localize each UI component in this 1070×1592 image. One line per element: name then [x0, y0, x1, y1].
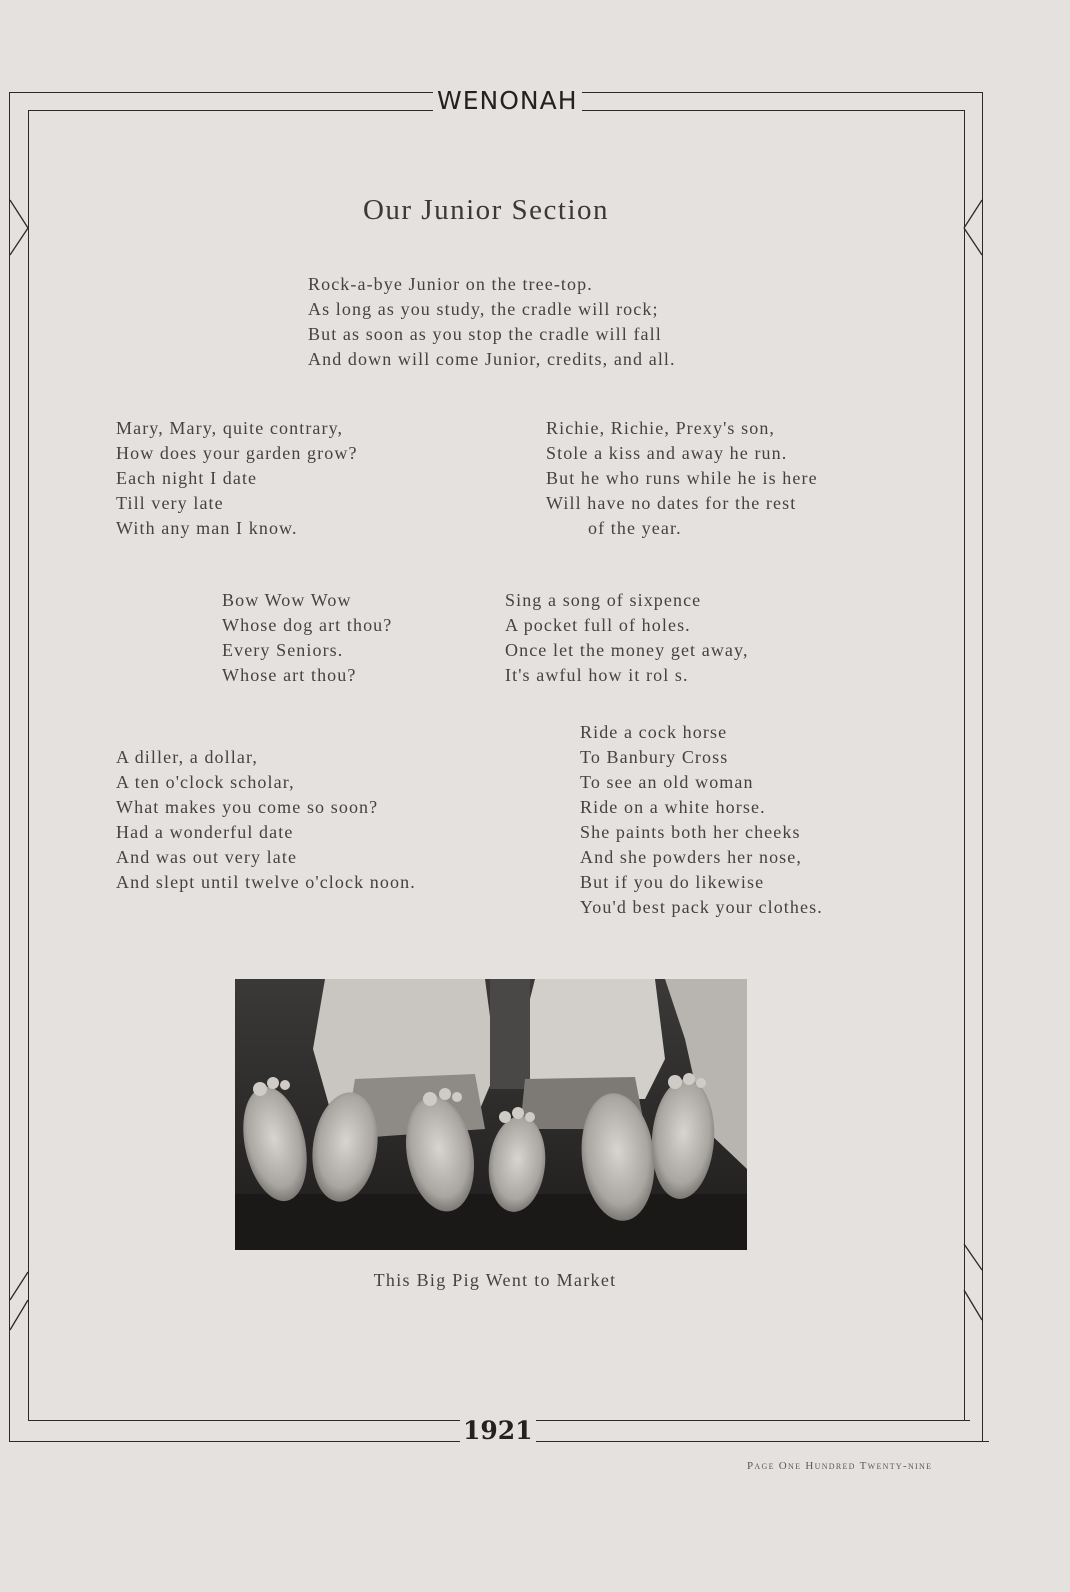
verse-line: As long as you study, the cradle will rock; [308, 299, 659, 319]
verse-line: Sing a song of sixpence [505, 590, 702, 610]
verse-richie [546, 416, 818, 541]
verse-line: A ten o'clock scholar, [116, 772, 295, 792]
verse-line: A pocket full of holes. [505, 615, 691, 635]
verse-line: Had a wonderful date [116, 822, 294, 842]
yearbook-title: WENONAH [433, 86, 582, 116]
verse-line: You'd best pack your clothes. [580, 897, 823, 917]
verse-line: To see an old woman [580, 772, 754, 792]
verse-line: Mary, Mary, quite contrary, [116, 418, 344, 438]
verse-line: Ride a cock horse [580, 722, 728, 742]
verse-line: of the year. [588, 518, 682, 538]
verse-line: With any man I know. [116, 518, 298, 538]
verse-line: Richie, Richie, Prexy's son, [546, 418, 776, 438]
verse-mary [116, 416, 358, 541]
verse-line: Whose art thou? [222, 665, 357, 685]
verse-line: She paints both her cheeks [580, 822, 801, 842]
verse-line: Stole a kiss and away he run. [546, 443, 788, 463]
verse-line: A diller, a dollar, [116, 747, 258, 767]
verse-diller [116, 745, 416, 895]
verse-line: But if you do likewise [580, 872, 765, 892]
verse-line: Whose dog art thou? [222, 615, 393, 635]
verse-line: Ride on a white horse. [580, 797, 766, 817]
feet-photo-illustration [235, 979, 747, 1250]
verse-line: And down will come Junior, credits, and all. [308, 349, 676, 369]
verse-bow-wow [222, 588, 392, 688]
year-label: 1921 [460, 1416, 536, 1446]
verse-line: Bow Wow Wow [222, 590, 352, 610]
verse-line: It's awful how it rol s. [505, 665, 689, 685]
verse-line: Every Seniors. [222, 640, 344, 660]
verse-rockabye [308, 272, 676, 372]
verse-line: But he who runs while he is here [546, 468, 818, 488]
verse-line: Once let the money get away, [505, 640, 749, 660]
photograph [235, 979, 747, 1250]
verse-line: But as soon as you stop the cradle will fall [308, 324, 662, 344]
verse-line: Will have no dates for the rest [546, 493, 797, 513]
verse-line: And slept until twelve o'clock noon. [116, 872, 416, 892]
verse-line: Till very late [116, 493, 224, 513]
verse-line: How does your garden grow? [116, 443, 358, 463]
verse-line: To Banbury Cross [580, 747, 729, 767]
verse-line: What makes you come so soon? [116, 797, 379, 817]
verse-sixpence [505, 588, 749, 688]
photo-caption: This Big Pig Went to Market [373, 1270, 617, 1290]
verse-line: Each night I date [116, 468, 258, 488]
verse-line: Rock-a-bye Junior on the tree-top. [308, 274, 593, 294]
page-heading: Our Junior Section [362, 194, 610, 226]
page-number: Page One Hundred Twenty-nine [747, 1460, 933, 1472]
verse-line: And she powders her nose, [580, 847, 802, 867]
verse-line: And was out very late [116, 847, 298, 867]
verse-cock-horse [580, 720, 823, 920]
